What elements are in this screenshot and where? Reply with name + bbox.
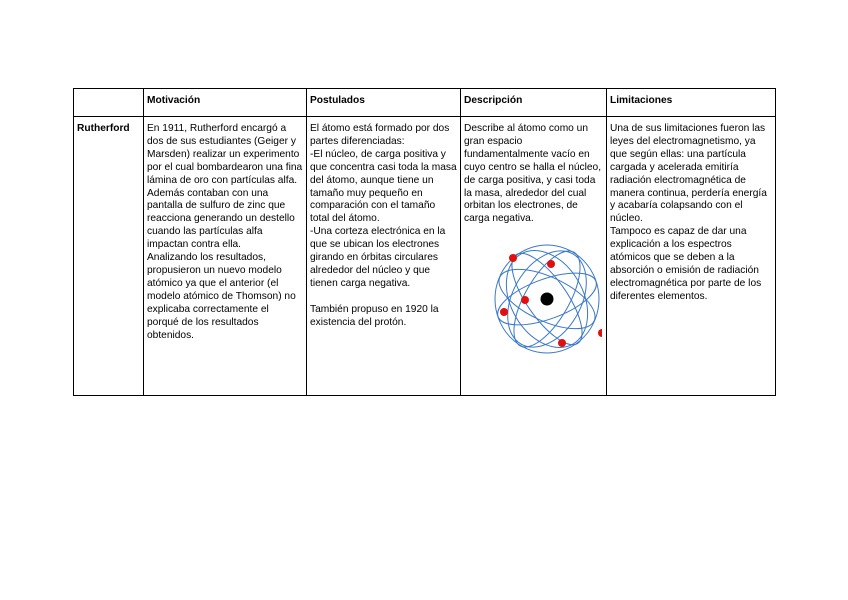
header-row — [74, 89, 776, 117]
cell-motivacion — [144, 117, 307, 396]
cell-descripcion — [461, 117, 607, 396]
header-postulados: Postulados — [307, 89, 461, 117]
electron — [558, 339, 566, 347]
limitaciones-text: Una de sus limitaciones fueron las leyes del electromagnetismo, ya que según ellas: una partícula cargada y acelerada emitiría radiación electromagnética de manera continua, perdería energía y acabaría colapsando con el núcleo. Tampoco es capaz de dar una explicación a los espectros atómicos que se deben a la absorción o emisión de radiación electromagnética por parte de los diferentes elementos. — [610, 123, 767, 302]
motivacion-text: En 1911, Rutherford encargó a dos de sus estudiantes (Geiger y Marsden) realizar un experimento por el cual bombardearon una fina lámina de oro con partículas alfa. Además contaban con una pantalla de sulfuro de zinc que reacciona generando un destello cuando las partículas alfa impactan contra ella. Analizando los resultados, propusieron un nuevo modelo atómico ya que el anterior (el modelo atómico de Thomson) no explicaba correctamente el porqué de los resultados obtenidos. — [147, 123, 303, 341]
row-label: Rutherford — [74, 117, 144, 396]
electron — [509, 254, 517, 262]
electron — [500, 308, 508, 316]
cell-limitaciones — [607, 117, 776, 396]
atom-model-illustration — [492, 240, 602, 358]
comparison-table — [73, 88, 776, 396]
header-empty — [74, 89, 144, 117]
cell-postulados — [307, 117, 461, 396]
header-motivacion: Motivación — [144, 89, 307, 117]
nucleus — [541, 293, 554, 306]
atom-icon — [492, 240, 602, 358]
electron — [598, 329, 602, 337]
header-limitaciones: Limitaciones — [607, 89, 776, 117]
table-row — [74, 117, 776, 396]
postulados-text: El átomo está formado por dos partes diferenciadas: -El núcleo, de carga positiva y que concentra casi toda la masa del átomo, aunque tiene un tamaño muy pequeño en comparación con el tamaño total del átomo. -Una corteza electrónica en la que se ubican los electrones girando en órbitas circulares alrededor del núcleo y que tienen carga negativa. También propuso en 1920 la existencia del protón. — [310, 123, 457, 328]
electron — [547, 260, 555, 268]
electron — [521, 296, 529, 304]
descripcion-text: Describe al átomo como un gran espacio fundamentalmente vacío en cuyo centro se halla el núcleo, de carga positiva, y casi toda la masa, alrededor del cual orbitan los electrones, de carga negativa. — [464, 123, 602, 225]
header-descripcion: Descripción — [461, 89, 607, 117]
